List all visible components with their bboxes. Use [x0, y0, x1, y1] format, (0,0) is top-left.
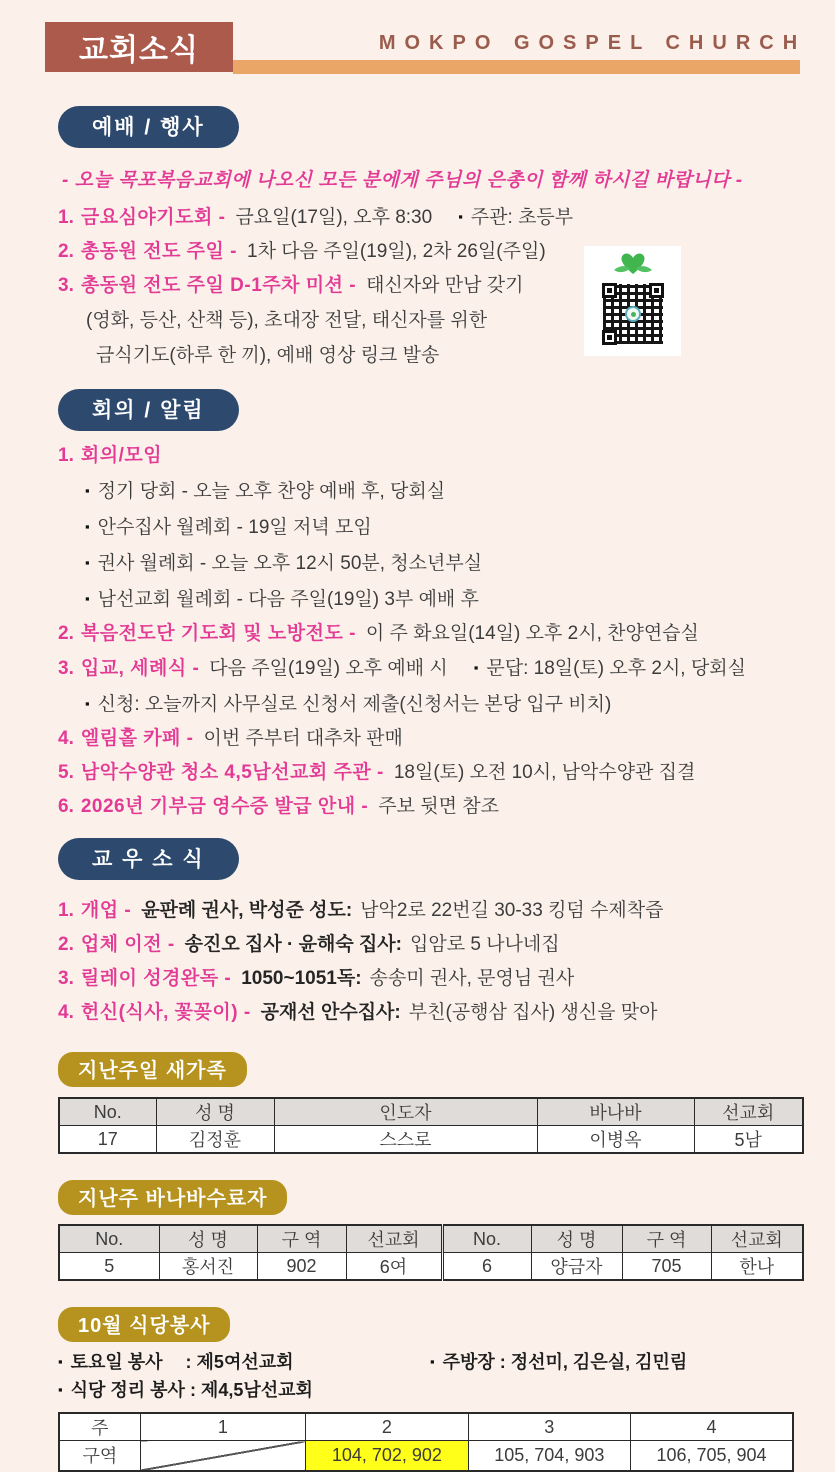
cafeteria-note: ▪ 식당 정리 봉사 : 제4,5남선교회	[58, 1380, 313, 1400]
sub-bullet-item: ▪ 안수집사 월례회 - 19일 저녁 모임	[85, 517, 372, 538]
table-cell: 5남	[694, 1126, 803, 1154]
qr-finder-pattern	[602, 330, 617, 345]
list-item: 3. 입교, 세례식 - 다음 주일(19일) 오후 예배 시 ▪ 문답: 18일(토) 오후 2시, 당회실	[58, 658, 746, 679]
empty-diagonal-cell	[140, 1441, 305, 1471]
sub-bullet-item: ▪ 남선교회 월례회 - 다음 주일(19일) 3부 예배 후	[85, 589, 479, 610]
column-header: 4	[631, 1413, 793, 1441]
table-cell: 이병옥	[537, 1126, 694, 1154]
sub-bullet-item: ▪ 정기 당회 - 오늘 오후 찬양 예배 후, 당회실	[85, 481, 446, 502]
bulletin-title-badge: 교회소식	[45, 22, 233, 72]
column-header: No.	[59, 1098, 156, 1126]
table-cell: 홍서진	[159, 1253, 257, 1281]
table-cell: 105, 704, 903	[468, 1441, 630, 1471]
table-cell: 스스로	[274, 1126, 537, 1154]
qr-center-logo-icon	[625, 306, 641, 322]
table-cell: 6	[442, 1253, 531, 1281]
list-item: 2. 복음전도단 기도회 및 노방전도 - 이 주 화요일(14일) 오후 2시, 찬양연습실	[58, 623, 699, 644]
welcome-line: - 오늘 목포복음교회에 나오신 모든 분에게 주님의 은총이 함께 하시길 바랍니다 -	[62, 170, 743, 191]
list-item: 1. 회의/모임	[58, 445, 163, 466]
cafeteria-table	[58, 1412, 794, 1472]
list-item: 6. 2026년 기부금 영수증 발급 안내 - 주보 뒷면 참조	[58, 796, 499, 817]
qr-code	[599, 280, 667, 348]
list-item: 1. 개업 - 윤판례 권사, 박성준 성도: 남악2로 22번길 30-33 킹덤 수제착즙	[58, 900, 664, 921]
table-row	[59, 1441, 793, 1471]
table-cell: 17	[59, 1126, 156, 1154]
qr-finder-pattern	[649, 283, 664, 298]
column-header: 선교회	[711, 1225, 803, 1253]
list-item: 2. 총동원 전도 주일 - 1차 다음 주일(19일), 2차 26일(주일)	[58, 241, 546, 262]
table-cell: 한나	[711, 1253, 803, 1281]
table-cell: 양금자	[531, 1253, 622, 1281]
list-item: 3. 릴레이 성경완독 - 1050~1051독: 송송미 권사, 문영님 권사	[58, 968, 575, 989]
sub-bullet-item: ▪ 권사 월례회 - 오늘 오후 12시 50분, 청소년부실	[85, 553, 483, 574]
column-header: 주	[59, 1413, 140, 1441]
newcomers-pill: 지난주일 새가족	[58, 1052, 247, 1087]
table-cell: 902	[257, 1253, 346, 1281]
table-cell: 106, 705, 904	[631, 1441, 793, 1471]
section-meeting-pill: 회의 / 알림	[58, 389, 239, 431]
section-worship-events	[58, 106, 800, 373]
column-header: 인도자	[274, 1098, 537, 1126]
square-bullet-icon: ▪	[85, 696, 90, 711]
section-worship-pill: 예배 / 행사	[58, 106, 239, 148]
table-cell-highlighted: 104, 702, 902	[306, 1441, 468, 1471]
newcomers-table	[58, 1097, 804, 1154]
table-cell: 705	[622, 1253, 711, 1281]
column-header: 구 역	[257, 1225, 346, 1253]
column-header: 3	[468, 1413, 630, 1441]
section-member-news	[58, 838, 800, 1030]
column-header: 선교회	[694, 1098, 803, 1126]
section-barnabas	[58, 1180, 800, 1281]
qr-panel	[584, 246, 681, 356]
section-members-pill: 교 우 소 식	[58, 838, 239, 880]
row-label-cell: 구역	[59, 1441, 140, 1471]
square-bullet-icon: ▪	[58, 1354, 63, 1369]
column-header: 선교회	[346, 1225, 442, 1253]
section-meetings-notices	[58, 389, 800, 824]
cafeteria-pill: 10월 식당봉사	[58, 1307, 230, 1342]
church-name: MOKPO GOSPEL CHURCH	[378, 32, 807, 54]
section-cafeteria-service	[58, 1307, 800, 1472]
bulletin-content	[0, 106, 835, 1472]
table-header-row	[59, 1413, 793, 1441]
section-newcomers	[58, 1052, 800, 1154]
square-bullet-icon: ▪	[58, 1382, 63, 1397]
list-item: 2. 업체 이전 - 송진오 집사 · 윤해숙 집사: 입암로 5 나나네집	[58, 934, 560, 955]
cafeteria-note: ▪ 주방장 : 정선미, 김은실, 김민림	[430, 1352, 688, 1372]
column-header: 1	[140, 1413, 305, 1441]
cafeteria-note: ▪ 토요일 봉사 : 제5여선교회	[58, 1352, 294, 1372]
table-header-row	[59, 1098, 803, 1126]
square-bullet-icon: ▪	[85, 591, 90, 606]
square-bullet-icon: ▪	[85, 483, 90, 498]
cafeteria-notes-row	[58, 1348, 800, 1376]
column-header: 성 명	[156, 1098, 274, 1126]
column-header: 구 역	[622, 1225, 711, 1253]
table-row	[59, 1253, 803, 1281]
list-item: 3. 총동원 전도 주일 D-1주차 미션 - 태신자와 만남 갖기	[58, 275, 524, 296]
barnabas-pill: 지난주 바나바수료자	[58, 1180, 287, 1215]
table-header-row	[59, 1225, 803, 1253]
list-item: 4. 엘림홀 카페 - 이번 주부터 대추차 판매	[58, 728, 403, 749]
list-item-continuation: 금식기도(하루 한 끼), 예배 영상 링크 발송	[96, 345, 440, 366]
list-item: 5. 남악수양관 청소 4,5남선교회 주관 - 18일(토) 오전 10시, 남악수양관 집결	[58, 762, 696, 783]
heart-leaf-logo-icon	[611, 246, 655, 278]
square-bullet-icon: ▪	[85, 555, 90, 570]
header	[0, 0, 835, 80]
header-accent-bar	[233, 60, 800, 74]
column-header: 성 명	[531, 1225, 622, 1253]
list-item-continuation: (영화, 등산, 산책 등), 초대장 전달, 태신자를 위한	[86, 310, 488, 331]
square-bullet-icon: ▪	[458, 209, 463, 224]
table-cell: 김정훈	[156, 1126, 274, 1154]
list-item: 4. 헌신(식사, 꽃꽂이) - 공재선 안수집사: 부친(공행삼 집사) 생신을 맞아	[58, 1002, 658, 1023]
square-bullet-icon: ▪	[473, 660, 479, 675]
column-header: 바나바	[537, 1098, 694, 1126]
square-bullet-icon: ▪	[85, 519, 90, 534]
table-cell: 6여	[346, 1253, 442, 1281]
column-header: 2	[306, 1413, 468, 1441]
column-header: 성 명	[159, 1225, 257, 1253]
square-bullet-icon: ▪	[430, 1354, 435, 1369]
sub-bullet-item: ▪ 신청: 오늘까지 사무실로 신청서 제출(신청서는 본당 입구 비치)	[85, 694, 612, 715]
qr-finder-pattern	[602, 283, 617, 298]
list-item: 1. 금요심야기도회 - 금요일(17일), 오후 8:30 ▪ 주관: 초등부	[58, 207, 574, 228]
table-cell: 5	[59, 1253, 159, 1281]
column-header: No.	[59, 1225, 159, 1253]
barnabas-table	[58, 1224, 804, 1281]
column-header: No.	[442, 1225, 531, 1253]
cafeteria-notes-row	[58, 1376, 800, 1404]
table-row	[59, 1126, 803, 1154]
